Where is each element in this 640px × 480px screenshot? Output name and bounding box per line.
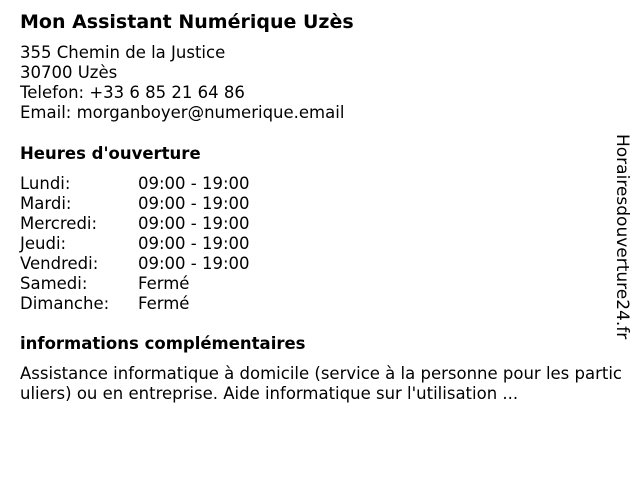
business-name: Mon Assistant Numérique Uzès xyxy=(20,11,354,33)
day-label: Samedi: xyxy=(20,274,88,293)
hours-row-friday xyxy=(20,254,250,274)
day-label: Jeudi: xyxy=(20,234,67,253)
hours-row-tuesday xyxy=(20,194,250,214)
time-value: Fermé xyxy=(138,294,190,313)
phone-number: +33 6 85 21 64 86 xyxy=(89,83,245,102)
time-value: 09:00 - 19:00 xyxy=(138,174,250,193)
opening-hours-heading: Heures d'ouverture xyxy=(20,144,201,163)
phone-line xyxy=(20,83,344,103)
day-label: Mercredi: xyxy=(20,214,98,233)
hours-row-saturday xyxy=(20,274,250,294)
hours-row-sunday xyxy=(20,294,250,314)
day-label: Vendredi: xyxy=(20,254,99,273)
address-city: 30700 Uzès xyxy=(20,63,118,82)
day-label: Mardi: xyxy=(20,194,72,213)
phone-label: Telefon: xyxy=(20,83,85,102)
email-address: morganboyer@numerique.email xyxy=(76,103,345,122)
hours-row-monday xyxy=(20,174,250,194)
email-label: Email: xyxy=(20,103,72,122)
additional-info-heading: informations complémentaires xyxy=(20,334,306,353)
time-value: 09:00 - 19:00 xyxy=(138,254,250,273)
time-value: 09:00 - 19:00 xyxy=(138,214,250,233)
day-label: Lundi: xyxy=(20,174,71,193)
day-label: Dimanche: xyxy=(20,294,110,313)
time-value: 09:00 - 19:00 xyxy=(138,194,250,213)
additional-info-text: Assistance informatique à domicile (service à la personne pour les particuliers) ou en entreprise. Aide informatique sur l'utilisation ... xyxy=(20,364,623,403)
hours-row-wednesday xyxy=(20,214,250,234)
hours-row-thursday xyxy=(20,234,250,254)
site-watermark: Horairesdouverture24.fr xyxy=(612,134,632,340)
opening-hours-table xyxy=(20,174,250,314)
email-line xyxy=(20,103,344,123)
address-street: 355 Chemin de la Justice xyxy=(20,43,226,62)
time-value: Fermé xyxy=(138,274,190,293)
time-value: 09:00 - 19:00 xyxy=(138,234,250,253)
contact-block xyxy=(20,43,344,123)
